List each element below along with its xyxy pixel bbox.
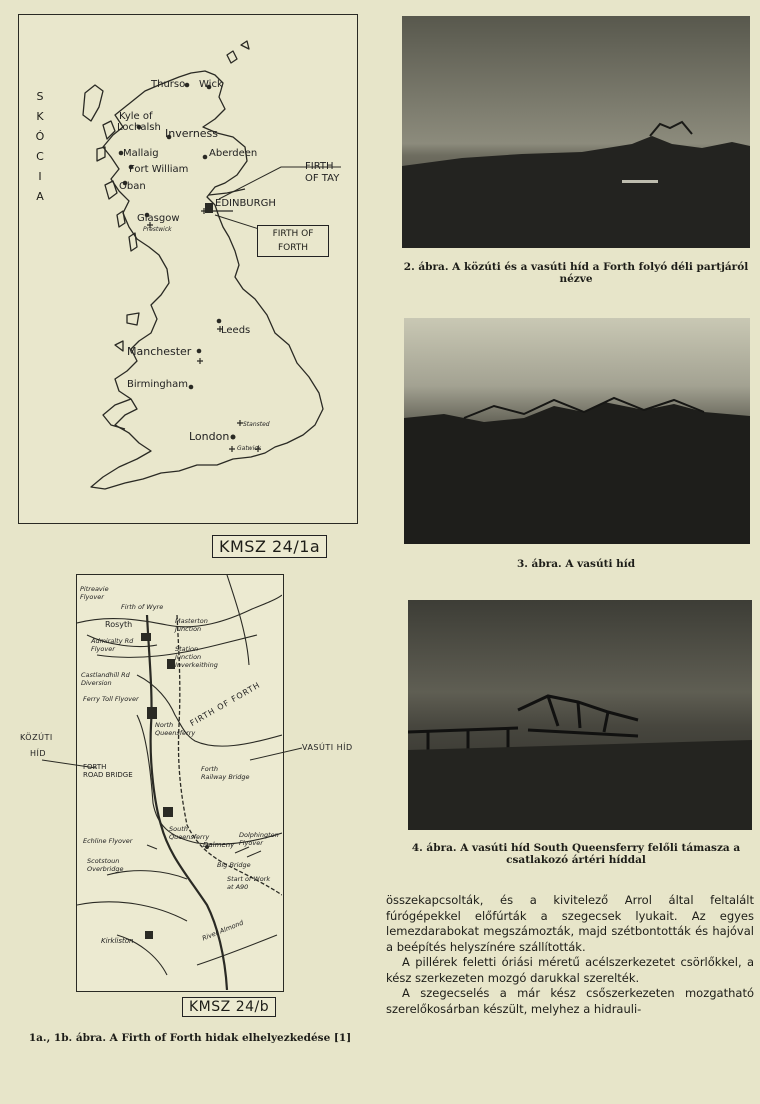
firth-of-tay-label <box>305 161 339 185</box>
label-echline: Echline Flyover <box>83 837 133 845</box>
city-oban: Oban <box>119 181 146 192</box>
britain-map-outline <box>19 15 356 522</box>
letter-k: K <box>36 110 44 123</box>
city-leeds: Leeds <box>221 325 251 336</box>
figure-1b-code: KMSZ 24/b <box>182 997 276 1017</box>
city-fort-william: Fort William <box>129 164 189 175</box>
city-inverness: Inverness <box>165 127 219 140</box>
label-firth-of-wyre: Firth of Wyre <box>121 603 164 611</box>
vasuti-hid-label: VASÚTI HÍD <box>302 743 353 752</box>
figure-2-caption: 2. ábra. A közúti és a vasúti híd a Forth folyó déli partjáról nézve <box>403 261 749 285</box>
firth-of-tay-line1: FIRTH <box>305 161 334 172</box>
vasuti-pointer <box>246 744 306 764</box>
label-dolphington: Dolphington Flyover <box>239 831 279 847</box>
paragraph-1: összekapcsolták, és a kivitelező Arrol által feltalált fúrógépekkel előfúrták a szegecsek lyukait. Az egyes lemezdarabokat megszámozták, majd szétbontották és hajóval a beépítés helyszínére szállították. <box>386 893 754 954</box>
figure-1b-map <box>76 574 284 992</box>
city-kyle: Kyle of <box>119 111 153 122</box>
firth-of-forth-line2: FORTH <box>277 243 309 253</box>
label-dalmeny: Dalmeny <box>203 841 235 849</box>
photo-figure-4 <box>408 600 752 830</box>
photo-figure-2 <box>402 16 750 248</box>
label-ferry-toll: Ferry Toll Flyover <box>83 695 139 703</box>
photo-4-image <box>408 600 752 830</box>
label-scotstoun: Scotstoun Overbridge <box>87 857 124 873</box>
figure-1a-map <box>18 14 358 524</box>
city-london: London <box>189 430 230 443</box>
paragraph-3: A szegecselés a már kész csőszerkezeten mozgatható szerelőkosárban készült, melyhez a hidrauli- <box>386 986 754 1016</box>
kozuti-line2: HÍD <box>30 749 47 758</box>
label-forth-railway-bridge: Forth Railway Bridge <box>201 765 250 781</box>
figure-1-caption: 1a., 1b. ábra. A Firth of Forth hidak elhelyezkedése [1] <box>28 1032 352 1044</box>
city-gatwick: Gatwick <box>237 445 262 452</box>
kozuti-pointer <box>40 752 100 772</box>
city-mallaig: Mallaig <box>123 148 159 159</box>
photo-3-image <box>404 318 750 544</box>
letter-s: S <box>36 90 44 103</box>
paragraph-2: A pillérek feletti óriási méretű acélszerkezetet csörlőkkel, a kész szerkezeten mozgó darukkal szerelték. <box>386 955 754 985</box>
city-wick: Wick <box>199 79 223 90</box>
firth-of-tay-line2: OF TAY <box>305 173 340 184</box>
label-admiralty: Admiralty Rd Flyover <box>91 637 134 653</box>
label-south-queensferry: South Queensferry <box>169 825 210 841</box>
figure-3-caption: 3. ábra. A vasúti híd <box>516 558 636 570</box>
label-river-almond: River Almond <box>201 918 245 943</box>
skocia-vertical-label <box>33 87 47 207</box>
city-manchester: Manchester <box>127 345 192 358</box>
label-north-queensferry: North Queensferry <box>155 721 196 737</box>
city-birmingham: Birmingham <box>127 379 188 390</box>
city-thurso: Thurso <box>151 79 186 90</box>
label-forth-road-bridge: FORTH ROAD BRIDGE <box>83 763 133 779</box>
city-lochalsh: Lochalsh <box>117 122 161 133</box>
figure-4-caption: 4. ábra. A vasúti híd South Queensferry felőli támasza a csatlakozó ártéri híddal <box>411 842 741 866</box>
article-body-text <box>386 893 754 1017</box>
label-pitreavie: Pitreavie Flyover <box>80 585 109 601</box>
letter-c: C <box>36 150 44 163</box>
letter-a: A <box>36 190 44 203</box>
city-aberdeen: Aberdeen <box>209 148 258 159</box>
letter-o: Ó <box>35 130 45 143</box>
label-masterton: Masterton Junction <box>175 617 208 633</box>
letter-i: I <box>38 170 42 183</box>
label-firth-of-forth: FIRTH OF FORTH <box>188 680 262 728</box>
photo-2-image <box>402 16 750 248</box>
city-prestwick: Prestwick <box>143 226 172 233</box>
city-edinburgh: EDINBURGH <box>215 198 276 209</box>
firth-of-forth-line1: FIRTH OF <box>272 229 314 239</box>
label-rosyth: Rosyth <box>105 620 133 629</box>
label-castlandhill: Castlandhill Rd Diversion <box>81 671 130 687</box>
city-stansted: Stansted <box>243 421 270 428</box>
label-kirkliston: Kirkliston <box>101 937 134 945</box>
label-start-of-work: Start of Work at A90 <box>227 875 271 891</box>
kozuti-line1: KÖZÚTI <box>20 733 53 742</box>
firth-of-forth-box <box>257 225 329 257</box>
label-station-junction: Station Junction Inverkeithing <box>175 645 218 669</box>
photo-figure-3 <box>404 318 750 544</box>
figure-1a-code: KMSZ 24/1a <box>212 535 327 558</box>
city-glasgow: Glasgow <box>137 213 180 224</box>
label-big-bridge: Big Bridge <box>217 861 251 869</box>
